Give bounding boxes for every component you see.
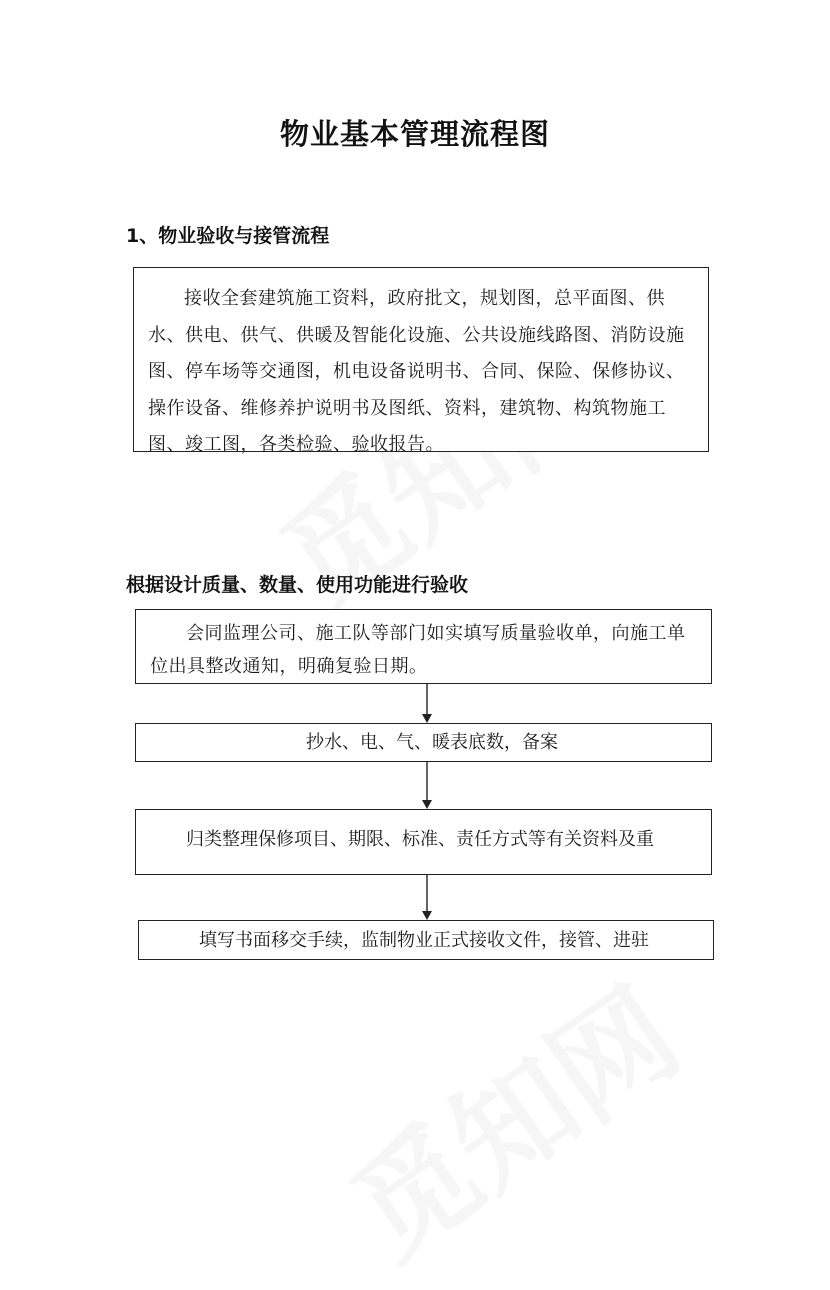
section2-heading: 根据设计质量、数量、使用功能进行验收	[126, 574, 469, 596]
flow-step-4-box	[138, 920, 714, 960]
flow-step-4-text: 填写书面移交手续，监制物业正式接收文件，接管、进驻	[199, 930, 649, 951]
page-title: 物业基本管理流程图	[279, 117, 550, 151]
flow-step-1-box	[135, 609, 712, 684]
handover-documents-box	[133, 267, 709, 455]
flow-arrow-2	[420, 762, 434, 810]
flow-arrow-3	[420, 875, 434, 921]
handover-documents-text: 接收全套建筑施工资料，政府批文，规划图，总平面图、供水、供电、供气、供暖及智能化设施、公共设施线路图、消防设施图、停车场等交通图，机电设备说明书、合同、保险、保修协议、操作设备、维修养护说明书及图纸、资料，建筑物、构筑物施工图、竣工图，各类检验、验收报告。	[148, 288, 685, 455]
flow-step-3-box	[135, 809, 712, 875]
watermark-decoration-bottom	[313, 942, 707, 1289]
section1-heading: 1、物业验收与接管流程	[126, 225, 330, 247]
flow-step-3-text: 归类整理保修项目、期限、标准、责任方式等有关资料及重	[186, 829, 654, 850]
flow-step-2-text: 抄水、电、气、暖表底数，备案	[306, 732, 558, 753]
flow-arrow-1	[420, 684, 434, 724]
flow-step-1-text: 会同监理公司、施工队等部门如实填写质量验收单，向施工单位出具整改通知，明确复验日期。	[150, 623, 686, 677]
flow-step-2-box	[135, 723, 712, 762]
